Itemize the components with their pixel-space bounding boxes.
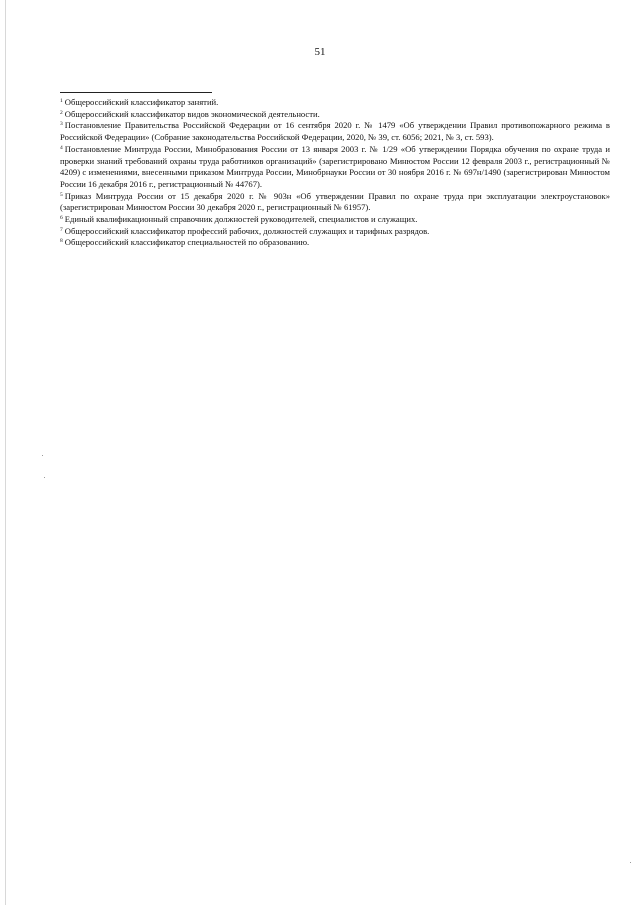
footnote-3 [60,120,610,143]
scan-edge-line [5,0,6,905]
footnote-marker: 5 [60,191,63,198]
footnote-marker: 2 [60,109,63,116]
footnote-8 [60,237,610,249]
page-number: 51 [314,46,326,58]
footnote-separator [60,92,212,93]
footnote-text: Общероссийский классификатор занятий. [64,97,219,107]
footnote-5 [60,191,610,214]
footnote-7 [60,226,610,238]
footnote-6 [60,214,610,226]
footnote-marker: 1 [60,98,63,104]
footnote-text: Общероссийский классификатор профессий рабочих, должностей служащих и тарифных разрядов. [64,225,430,236]
footnote-text: Общероссийский классификатор видов экономической деятельности. [64,108,320,119]
scan-speck [44,477,45,478]
footnote-marker: 3 [60,121,63,128]
footnotes-block [60,97,610,249]
footnote-text: Единый квалификационный справочник должностей руководителей, специалистов и служащих. [64,214,418,225]
footnote-2 [60,109,610,121]
footnote-marker: 7 [60,226,63,233]
footnote-text: Общероссийский классификатор специальностей по образованию. [64,237,310,248]
footnote-marker: 8 [60,238,63,245]
footnote-marker: 6 [60,215,63,222]
footnote-text: Постановление Правительства Российской Федерации от 16 сентября 2020 г. № 1479 «Об утверждении Правил противопожарного режима в Российской Федерации» (Собрание законодательства Российской Федерации, 2020, № 39, ст. 6056; 2021, № 3, ст. 593). [60,120,610,143]
footnote-text: Постановление Минтруда России, Минобразования России от 13 января 2003 г. № 1/29 «Об утверждении Порядка обучения по охране труда и проверки знаний требований охраны труда работников организаций» (зарегистрировано Минюстом России 12 февраля 2003 г., регистрационный № 4209) с изменениями, внесенными приказом Минтруда России, Минобрнауки России от 30 ноября 2016 г. № 697н/1490 (зарегистрирован Минюстом России 16 декабря 2016 г., регистрационный № 44767). [60,143,610,189]
scan-speck [630,862,631,863]
footnote-text: Приказ Минтруда России от 15 декабря 2020 г. № 903н «Об утверждении Правил по охране труда при эксплуатации электроустановок» (зарегистрирован Минюстом России 30 декабря 2020 г., регистрационный № 61957). [60,190,610,213]
footnote-1 [60,97,610,109]
footnote-marker: 4 [60,144,63,151]
footnote-4 [60,144,610,191]
scan-speck [42,455,43,456]
